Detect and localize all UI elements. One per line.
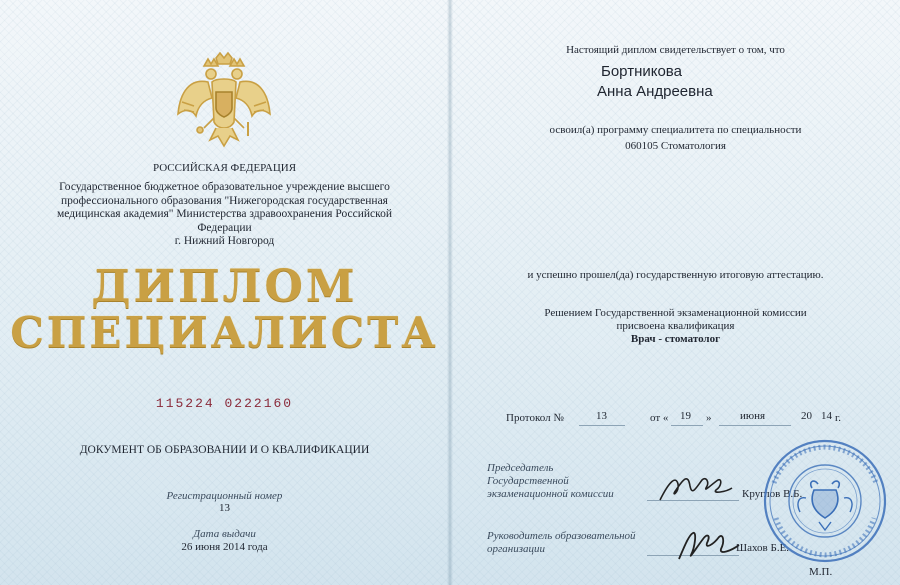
protocol-year-abbr: г. (835, 412, 842, 424)
protocol-close-quote: » (706, 412, 712, 424)
chairman-label-3: экзаменационной комиссии (487, 488, 614, 500)
chairman-label: Председатель (487, 462, 554, 474)
institution-line: Федерации (197, 221, 252, 234)
diploma-title: ДИПЛОМ (91, 261, 358, 312)
protocol-from: от « (650, 412, 669, 424)
protocol-year: 14 (821, 410, 832, 422)
chairman-name: Круглов В.Б. (742, 488, 803, 500)
protocol-year-prefix: 20 (801, 410, 812, 422)
institution-line: медицинская академия" Министерства здравоохранения Российской (56, 208, 393, 220)
issue-date: 26 июня 2014 года (181, 541, 268, 553)
institution-line: профессионального образования "Нижегородская государственная (61, 194, 388, 207)
chairman-signature-icon (656, 470, 736, 506)
head-label-2: организации (487, 543, 546, 555)
protocol-day-line (671, 425, 703, 426)
protocol-number-line (579, 425, 625, 426)
document-type: ДОКУМЕНТ ОБ ОБРАЗОВАНИИ И О КВАЛИФИКАЦИИ (79, 444, 370, 456)
country-name: РОССИЙСКАЯ ФЕДЕРАЦИЯ (152, 162, 297, 174)
diploma-subtitle: СПЕЦИАЛИСТА (10, 308, 439, 357)
issue-date-label: Дата выдачи (193, 528, 256, 540)
protocol-day: 19 (680, 410, 691, 422)
coat-of-arms-icon (170, 52, 278, 156)
seal-place-label: М.П. (809, 566, 833, 578)
official-seal-icon (762, 438, 888, 564)
protocol-month-line (719, 425, 791, 426)
registration-label: Регистрационный номер (166, 490, 283, 502)
protocol-month: июня (740, 410, 766, 422)
head-signature-icon (673, 525, 743, 565)
program-label: освоил(а) программу специалитета по специальности (549, 124, 802, 136)
intro-text: Настоящий диплом свидетельствует о том, что (566, 44, 785, 56)
specialty: 060105 Стоматология (625, 140, 726, 152)
head-name: Шахов Б.Е. (736, 542, 790, 554)
institution-name (0, 181, 449, 249)
graduate-name: Анна Андреевна (597, 83, 713, 100)
qualification: Врач - стоматолог (630, 333, 721, 345)
serial-number: 115224 0222160 (155, 396, 294, 411)
institution-line: Государственное бюджетное образовательное учреждение высшего (59, 181, 390, 193)
graduate-surname: Бортникова (601, 63, 682, 80)
head-label: Руководитель образовательной (487, 530, 636, 542)
registration-number: 13 (219, 502, 230, 514)
chairman-label-2: Государственной (487, 475, 569, 487)
attestation-text: и успешно прошел(да) государственную итоговую аттестацию. (527, 269, 824, 281)
decision-text-2: присвоена квалификация (616, 320, 735, 332)
institution-city: г. Нижний Новгород (174, 235, 275, 247)
protocol-number: 13 (596, 410, 607, 422)
protocol-label: Протокол № (506, 412, 564, 424)
decision-text: Решением Государственной экзаменационной комиссии (544, 307, 807, 319)
left-page (0, 0, 449, 585)
